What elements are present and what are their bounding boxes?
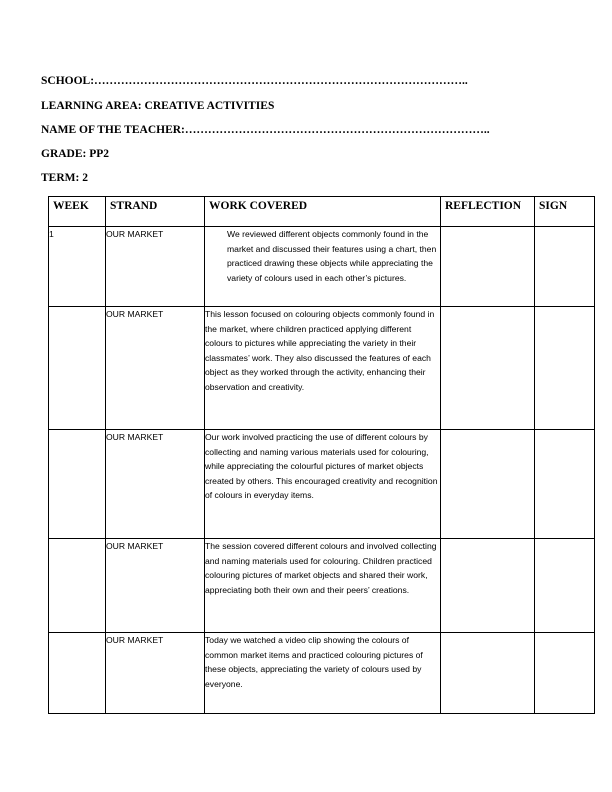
week-cell — [49, 307, 106, 430]
sign-cell[interactable] — [535, 227, 595, 307]
strand-cell: OUR MARKET — [106, 430, 205, 539]
strand-cell: OUR MARKET — [106, 539, 205, 633]
sign-cell[interactable] — [535, 307, 595, 430]
strand-cell: OUR MARKET — [106, 227, 205, 307]
work-covered-cell: This lesson focused on colouring objects commonly found in the market, where children practiced applying different colours to pictures while appreciating the variety in their classmates’ work. They also discussed the features of each object as they worked through the activity, enhancing their observation and creativity. — [205, 307, 441, 430]
column-header-strand: STRAND — [106, 197, 205, 227]
sign-cell[interactable] — [535, 430, 595, 539]
column-header-reflection: REFLECTION — [441, 197, 535, 227]
work-covered-cell: Today we watched a video clip showing the colours of common market items and practiced colouring pictures of these objects, appreciating the variety of colours used by everyone. — [205, 633, 441, 714]
week-cell — [49, 539, 106, 633]
work-covered-cell: Our work involved practicing the use of different colours by collecting and naming various materials used for colouring, while appreciating the colourful pictures of market objects created by others. This encouraged creativity and recognition of colours in everyday items. — [205, 430, 441, 539]
term-label: TERM: 2 — [41, 172, 88, 184]
work-covered-cell: We reviewed different objects commonly found in the market and discussed their features using a chart, then practiced drawing these objects while appreciating the variety of colours used in each other’s pictures. — [205, 227, 441, 307]
table-row — [49, 430, 595, 539]
teacher-name-field: NAME OF THE TEACHER:…………………………………………………………………….. — [41, 124, 490, 136]
reflection-cell[interactable] — [441, 307, 535, 430]
strand-cell: OUR MARKET — [106, 633, 205, 714]
reflection-cell[interactable] — [441, 539, 535, 633]
table-header-row — [49, 197, 595, 227]
work-covered-table — [48, 196, 595, 714]
reflection-cell[interactable] — [441, 430, 535, 539]
column-header-week: WEEK — [49, 197, 106, 227]
strand-cell: OUR MARKET — [106, 307, 205, 430]
work-covered-cell: The session covered different colours and involved collecting and naming materials used for colouring. Children practiced colouring pictures of market objects and shared their work, appreciating both their own and their peers’ creations. — [205, 539, 441, 633]
learning-area-label: LEARNING AREA: CREATIVE ACTIVITIES — [41, 100, 275, 112]
school-field: SCHOOL:…………………………………………………………………………………….. — [41, 75, 468, 87]
reflection-cell[interactable] — [441, 633, 535, 714]
week-cell — [49, 430, 106, 539]
column-header-sign: SIGN — [535, 197, 595, 227]
table-row — [49, 227, 595, 307]
week-cell: 1 — [49, 227, 106, 307]
column-header-work-covered: WORK COVERED — [205, 197, 441, 227]
table-row — [49, 633, 595, 714]
reflection-cell[interactable] — [441, 227, 535, 307]
grade-label: GRADE: PP2 — [41, 148, 110, 160]
table-row — [49, 307, 595, 430]
sign-cell[interactable] — [535, 539, 595, 633]
sign-cell[interactable] — [535, 633, 595, 714]
week-cell — [49, 633, 106, 714]
table-row — [49, 539, 595, 633]
